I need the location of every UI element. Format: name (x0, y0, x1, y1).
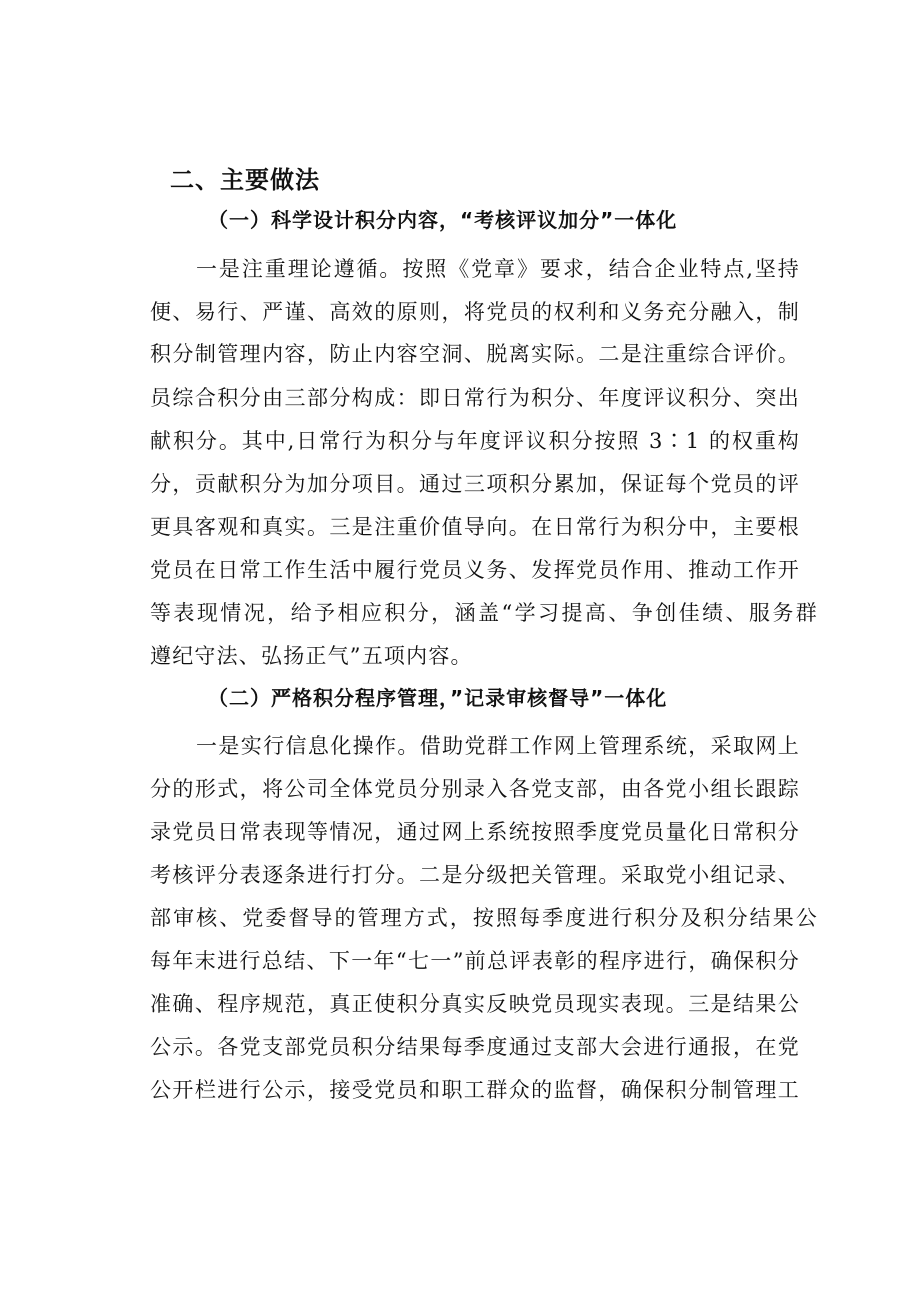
paragraph-1-line-4: 员综合积分由三部分构成：即日常行为积分、年度评议积分、突出 (150, 386, 800, 410)
paragraph-1-line-1: 一是注重理论遵循。按照《党章》要求，结合企业特点,坚持 (196, 257, 800, 281)
paragraph-2-line-3: 录党员日常表现等情况，通过网上系统按照季度党员量化日常积分 (150, 820, 800, 844)
paragraph-1-line-7: 更具客观和真实。三是注重价值导向。在日常行为积分中，主要根 (150, 515, 800, 539)
paragraph-1-line-5: 献积分。其中,日常行为积分与年度评议积分按照 3∶1 的权重构 (150, 429, 800, 453)
paragraph-1-line-3: 积分制管理内容，防止内容空洞、脱离实际。二是注重综合评价。 (150, 342, 800, 366)
section-heading: 二、主要做法 (170, 166, 320, 194)
paragraph-2-line-5: 部审核、党委督导的管理方式，按照每季度进行积分及积分结果公 (150, 906, 818, 930)
paragraph-2-line-9: 公开栏进行公示，接受党员和职工群众的监督，确保积分制管理工 (150, 1078, 800, 1102)
paragraph-2-line-4: 考核评分表逐条进行打分。二是分级把关管理。采取党小组记录、 (150, 863, 800, 887)
paragraph-1-line-2: 便、易行、严谨、高效的原则，将党员的权利和义务充分融入，制 (150, 300, 800, 324)
subsection-2-heading: （二）严格积分程序管理，”记录审核督导”一体化 (208, 686, 668, 710)
subsection-1-heading: （一）科学设计积分内容，“考核评议加分”一体化 (208, 208, 678, 232)
paragraph-2-line-7: 准确、程序规范，真正使积分真实反映党员现实表现。三是结果公 (150, 992, 800, 1016)
paragraph-1-line-10: 遵纪守法、弘扬正气”五项内容。 (150, 644, 473, 668)
paragraph-2-line-1: 一是实行信息化操作。借助党群工作网上管理系统，采取网上 (196, 734, 800, 758)
paragraph-2-line-2: 分的形式，将公司全体党员分别录入各党支部，由各党小组长跟踪 (150, 777, 800, 801)
paragraph-1-line-8: 党员在日常工作生活中履行党员义务、发挥党员作用、推动工作开 (150, 558, 800, 582)
paragraph-2-line-8: 公示。各党支部党员积分结果每季度通过支部大会进行通报，在党 (150, 1035, 800, 1059)
paragraph-1-line-9: 等表现情况，给予相应积分，涵盖“学习提高、争创佳绩、服务群 (150, 601, 818, 625)
paragraph-2-line-6: 每年末进行总结、下一年“七一”前总评表彰的程序进行，确保积分 (150, 949, 800, 973)
paragraph-1-line-6: 分，贡献积分为加分项目。通过三项积分累加，保证每个党员的评 (150, 472, 800, 496)
